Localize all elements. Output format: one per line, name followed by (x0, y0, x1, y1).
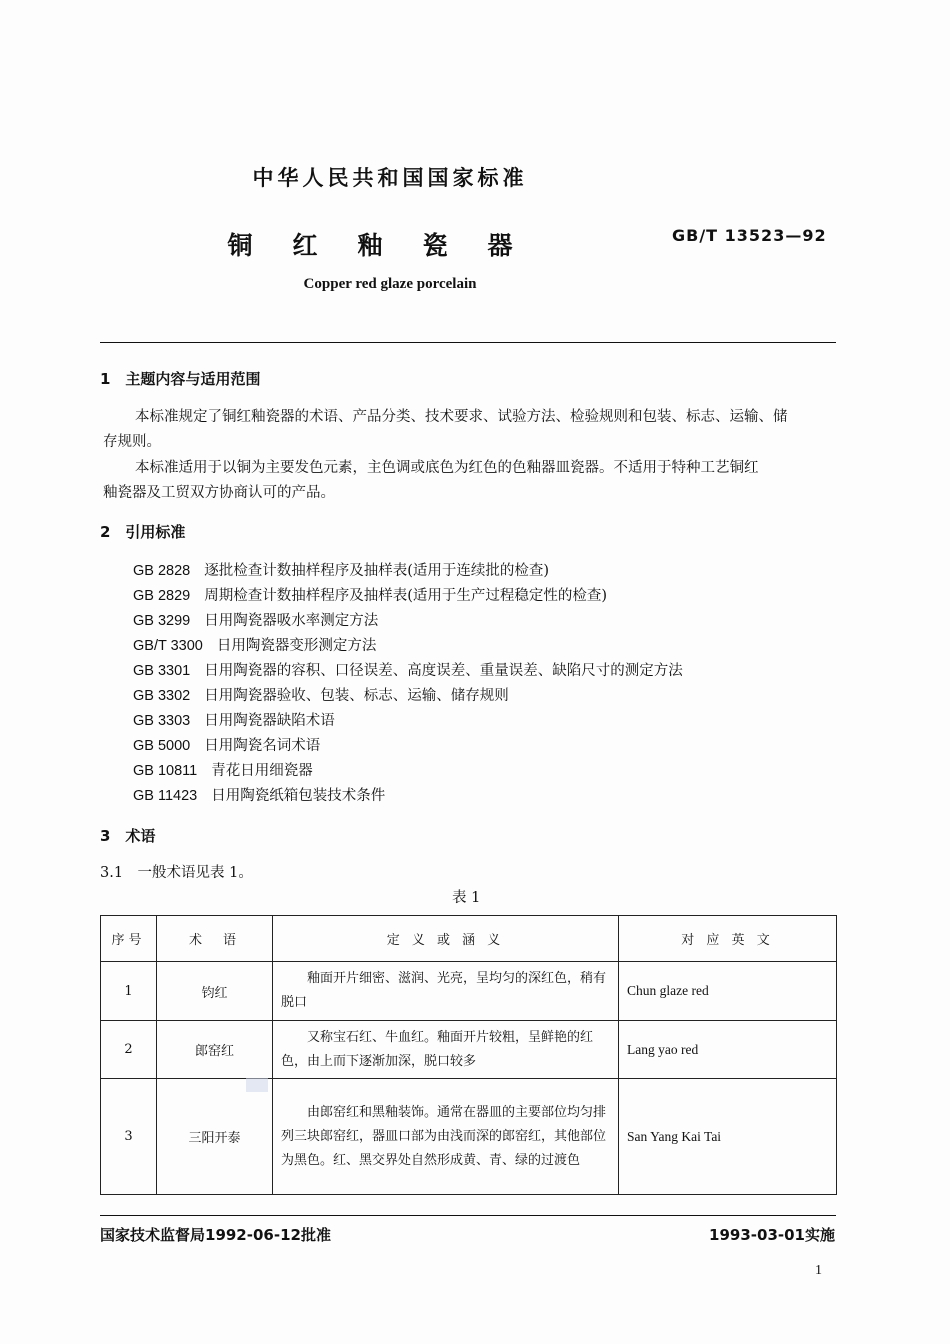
page-number: 1 (815, 1263, 822, 1278)
reference-title: 日用陶瓷名词术语 (204, 738, 321, 754)
reference-code: GB 11423 (133, 788, 198, 804)
section-1-para-1: 本标准规定了铜红釉瓷器的术语、产品分类、技术要求、试验方法、检验规则和包装、标志、运输、储 (135, 409, 788, 425)
reference-code: GB 10811 (133, 763, 198, 779)
reference-title: 日用陶瓷器的容积、口径误差、高度误差、重量误差、缺陷尺寸的测定方法 (204, 663, 683, 679)
reference-title: 日用陶瓷纸箱包装技术条件 (211, 788, 386, 804)
row-term: 钧红 (157, 962, 273, 1021)
row-english: Lang yao red (619, 1021, 837, 1079)
document-title-en: Copper red glaze porcelain (303, 276, 477, 292)
section-2-heading: 2 引用标准 (100, 523, 186, 541)
section-3-heading: 3 术语 (100, 827, 156, 845)
header-term: 术 语 (157, 916, 273, 962)
bottom-divider (100, 1215, 836, 1216)
section-1-para-2: 本标准适用于以铜为主要发色元素，主色调或底色为红色的色釉器皿瓷器。不适用于特种工艺铜红 (135, 460, 759, 476)
header-definition: 定 义 或 涵 义 (273, 916, 619, 962)
reference-item (133, 559, 549, 580)
table-row (101, 1079, 837, 1195)
row-definition: 釉面开片细密、滋润、光亮，呈均匀的深红色，稍有脱口 (273, 962, 619, 1021)
section-1-para-2-cont: 釉瓷器及工贸双方协商认可的产品。 (103, 485, 335, 501)
reference-title: 逐批检查计数抽样程序及抽样表(适用于连续批的检查) (204, 563, 550, 579)
row-term: 郎窑红 (157, 1021, 273, 1079)
reference-item (133, 584, 607, 605)
reference-code: GB 3299 (133, 613, 191, 629)
reference-title: 日用陶瓷器吸水率测定方法 (204, 613, 379, 629)
row-term: 三阳开泰 (157, 1079, 273, 1195)
terms-table (100, 915, 837, 1195)
reference-item (133, 684, 509, 705)
reference-title: 青花日用细瓷器 (211, 763, 313, 779)
table-caption: 表 1 (452, 890, 481, 906)
section-1-para-1-cont: 存规则。 (103, 434, 161, 450)
reference-item (133, 609, 378, 630)
reference-title: 周期检查计数抽样程序及抽样表(适用于生产过程稳定性的检查) (204, 588, 608, 604)
reference-item (133, 734, 320, 755)
reference-code: GB 2829 (133, 588, 191, 604)
reference-item (133, 709, 335, 730)
reference-code: GB 5000 (133, 738, 191, 754)
standard-code: GB/T 13523—92 (672, 226, 827, 245)
reference-code: GB/T 3300 (133, 638, 203, 654)
implementation-date: 1993-03-01实施 (709, 1226, 835, 1244)
row-english: Chun glaze red (619, 962, 837, 1021)
table-row (101, 962, 837, 1021)
watermark-stamp (246, 1078, 268, 1092)
table-header-row (101, 916, 837, 962)
section-1-heading: 1 主题内容与适用范围 (100, 370, 261, 388)
reference-item (133, 784, 385, 805)
row-definition: 又称宝石红、牛血红。釉面开片较粗，呈鲜艳的红色，由上而下逐渐加深，脱口较多 (273, 1021, 619, 1079)
reference-code: GB 2828 (133, 563, 191, 579)
row-no: 2 (101, 1021, 157, 1079)
row-definition: 由郎窑红和黑釉装饰。通常在器皿的主要部位均匀排列三块郎窑红，器皿口部为由浅而深的郎窑红，其他部位为黑色。红、黑交界处自然形成黄、青、绿的过渡色 (273, 1079, 619, 1195)
table-row (101, 1021, 837, 1079)
document-title-cn: 铜红釉瓷器 (227, 231, 553, 260)
reference-code: GB 3303 (133, 713, 191, 729)
approval-date: 国家技术监督局1992-06-12批准 (100, 1226, 331, 1244)
header-no: 序号 (101, 916, 157, 962)
reference-item (133, 634, 376, 655)
subsection-3-1: 3.1 一般术语见表 1。 (100, 865, 253, 881)
reference-item (133, 659, 683, 680)
reference-item (133, 759, 313, 780)
reference-code: GB 3301 (133, 663, 191, 679)
national-standard-heading: 中华人民共和国国家标准 (252, 166, 528, 190)
reference-title: 日用陶瓷器变形测定方法 (216, 638, 377, 654)
reference-title: 日用陶瓷器缺陷术语 (204, 713, 335, 729)
row-no: 3 (101, 1079, 157, 1195)
header-english: 对 应 英 文 (619, 916, 837, 962)
row-no: 1 (101, 962, 157, 1021)
reference-title: 日用陶瓷器验收、包装、标志、运输、储存规则 (204, 688, 509, 704)
reference-code: GB 3302 (133, 688, 191, 704)
top-divider (100, 342, 836, 343)
row-english: San Yang Kai Tai (619, 1079, 837, 1195)
